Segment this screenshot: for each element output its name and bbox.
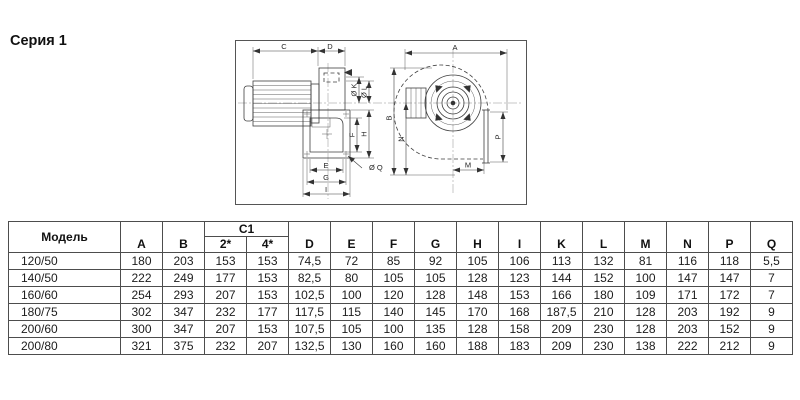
dim-label-a: A (452, 43, 458, 52)
value-cell: 152 (709, 321, 751, 338)
table-row (9, 321, 793, 338)
dim-label-n: N (396, 136, 406, 142)
model-cell: 120/50 (9, 253, 121, 270)
value-cell: 109 (625, 287, 667, 304)
value-cell: 118 (709, 253, 751, 270)
value-cell: 321 (121, 338, 163, 355)
value-cell: 230 (583, 338, 625, 355)
value-cell: 302 (121, 304, 163, 321)
value-cell: 203 (667, 304, 709, 321)
col-header-model: Модель (9, 222, 121, 253)
model-cell: 200/60 (9, 321, 121, 338)
value-cell: 132 (583, 253, 625, 270)
value-cell: 153 (247, 321, 289, 338)
value-cell: 375 (163, 338, 205, 355)
col-header-g: G (415, 222, 457, 253)
value-cell: 135 (415, 321, 457, 338)
dim-label-diam-l: Ø L (359, 85, 369, 99)
col-header-p: P (709, 222, 751, 253)
dim-label-b: B (384, 115, 394, 121)
col-header-q: Q (751, 222, 793, 253)
value-cell: 172 (709, 287, 751, 304)
value-cell: 128 (457, 321, 499, 338)
value-cell: 160 (415, 338, 457, 355)
value-cell: 74,5 (289, 253, 331, 270)
value-cell: 85 (373, 253, 415, 270)
value-cell: 138 (625, 338, 667, 355)
outlet-duct (319, 68, 352, 110)
model-cell: 200/80 (9, 338, 121, 355)
dim-label-d: D (327, 42, 333, 51)
value-cell: 9 (751, 338, 793, 355)
col-header-h: H (457, 222, 499, 253)
col-header-f: F (373, 222, 415, 253)
value-cell: 5,5 (751, 253, 793, 270)
value-cell: 249 (163, 270, 205, 287)
dim-label-e: E (323, 161, 329, 170)
value-cell: 183 (499, 338, 541, 355)
technical-drawing (230, 36, 532, 208)
col-header-m: M (625, 222, 667, 253)
value-cell: 105 (331, 321, 373, 338)
col-header-e: E (331, 222, 373, 253)
value-cell: 177 (247, 304, 289, 321)
col-header-a: A (121, 222, 163, 253)
value-cell: 9 (751, 304, 793, 321)
value-cell: 7 (751, 287, 793, 304)
dim-label-i: I (324, 185, 328, 194)
table-row (9, 338, 793, 355)
value-cell: 153 (247, 253, 289, 270)
value-cell: 222 (667, 338, 709, 355)
value-cell: 130 (331, 338, 373, 355)
dimensions-table (8, 221, 793, 355)
dim-label-f: F (347, 132, 357, 138)
col-header-c1-2pole: 2* (205, 237, 247, 253)
value-cell: 153 (247, 287, 289, 304)
dim-label-h: H (359, 131, 369, 137)
value-cell: 100 (331, 287, 373, 304)
value-cell: 187,5 (541, 304, 583, 321)
col-header-k: K (541, 222, 583, 253)
col-header-i: I (499, 222, 541, 253)
value-cell: 152 (583, 270, 625, 287)
value-cell: 123 (499, 270, 541, 287)
value-cell: 171 (667, 287, 709, 304)
value-cell: 180 (121, 253, 163, 270)
value-cell: 347 (163, 304, 205, 321)
value-cell: 105 (415, 270, 457, 287)
value-cell: 140 (373, 304, 415, 321)
series-title: Серия 1 (10, 33, 67, 49)
value-cell: 117,5 (289, 304, 331, 321)
value-cell: 92 (415, 253, 457, 270)
col-header-d: D (289, 222, 331, 253)
value-cell: 120 (373, 287, 415, 304)
value-cell: 128 (625, 304, 667, 321)
value-cell: 166 (541, 287, 583, 304)
dim-label-c: C (281, 42, 287, 51)
value-cell: 105 (457, 253, 499, 270)
value-cell: 180 (583, 287, 625, 304)
value-cell: 116 (667, 253, 709, 270)
value-cell: 144 (541, 270, 583, 287)
value-cell: 128 (625, 321, 667, 338)
value-cell: 207 (247, 338, 289, 355)
value-cell: 203 (163, 253, 205, 270)
value-cell: 170 (457, 304, 499, 321)
drawing-border (236, 41, 527, 205)
value-cell: 80 (331, 270, 373, 287)
col-header-b: B (163, 222, 205, 253)
value-cell: 128 (415, 287, 457, 304)
value-cell: 300 (121, 321, 163, 338)
model-cell: 160/60 (9, 287, 121, 304)
value-cell: 147 (709, 270, 751, 287)
table-row (9, 270, 793, 287)
motor-side-view (244, 81, 319, 126)
value-cell: 153 (247, 270, 289, 287)
value-cell: 132,5 (289, 338, 331, 355)
value-cell: 158 (499, 321, 541, 338)
col-header-c1-4pole: 4* (247, 237, 289, 253)
fan-dimension-drawing (230, 36, 532, 208)
value-cell: 128 (457, 270, 499, 287)
value-cell: 293 (163, 287, 205, 304)
value-cell: 148 (457, 287, 499, 304)
model-cell: 180/75 (9, 304, 121, 321)
value-cell: 147 (667, 270, 709, 287)
value-cell: 153 (499, 287, 541, 304)
value-cell: 7 (751, 270, 793, 287)
dim-label-g: G (323, 173, 329, 182)
value-cell: 212 (709, 338, 751, 355)
table-row (9, 287, 793, 304)
value-cell: 168 (499, 304, 541, 321)
scroll-housing (394, 65, 490, 163)
col-header-c1: C1 (205, 222, 289, 237)
value-cell: 160 (373, 338, 415, 355)
value-cell: 100 (373, 321, 415, 338)
value-cell: 210 (583, 304, 625, 321)
value-cell: 209 (541, 338, 583, 355)
value-cell: 203 (667, 321, 709, 338)
value-cell: 177 (205, 270, 247, 287)
value-cell: 82,5 (289, 270, 331, 287)
value-cell: 106 (499, 253, 541, 270)
value-cell: 209 (541, 321, 583, 338)
value-cell: 254 (121, 287, 163, 304)
value-cell: 115 (331, 304, 373, 321)
dim-label-diam-k: Ø K (349, 83, 359, 97)
value-cell: 192 (709, 304, 751, 321)
value-cell: 230 (583, 321, 625, 338)
value-cell: 72 (331, 253, 373, 270)
value-cell: 100 (625, 270, 667, 287)
dim-label-m: M (464, 160, 472, 170)
value-cell: 207 (205, 321, 247, 338)
value-cell: 105 (373, 270, 415, 287)
dim-label-diam-q: Ø Q (369, 163, 383, 172)
col-header-l: L (583, 222, 625, 253)
table-row (9, 304, 793, 321)
value-cell: 232 (205, 304, 247, 321)
value-cell: 113 (541, 253, 583, 270)
value-cell: 232 (205, 338, 247, 355)
value-cell: 107,5 (289, 321, 331, 338)
value-cell: 9 (751, 321, 793, 338)
value-cell: 81 (625, 253, 667, 270)
table-header (9, 222, 793, 253)
value-cell: 145 (415, 304, 457, 321)
model-cell: 140/50 (9, 270, 121, 287)
value-cell: 153 (205, 253, 247, 270)
table-body (9, 253, 793, 355)
value-cell: 207 (205, 287, 247, 304)
value-cell: 188 (457, 338, 499, 355)
table-row (9, 253, 793, 270)
col-header-n: N (667, 222, 709, 253)
dim-label-p: P (493, 134, 503, 140)
value-cell: 222 (121, 270, 163, 287)
value-cell: 102,5 (289, 287, 331, 304)
value-cell: 347 (163, 321, 205, 338)
